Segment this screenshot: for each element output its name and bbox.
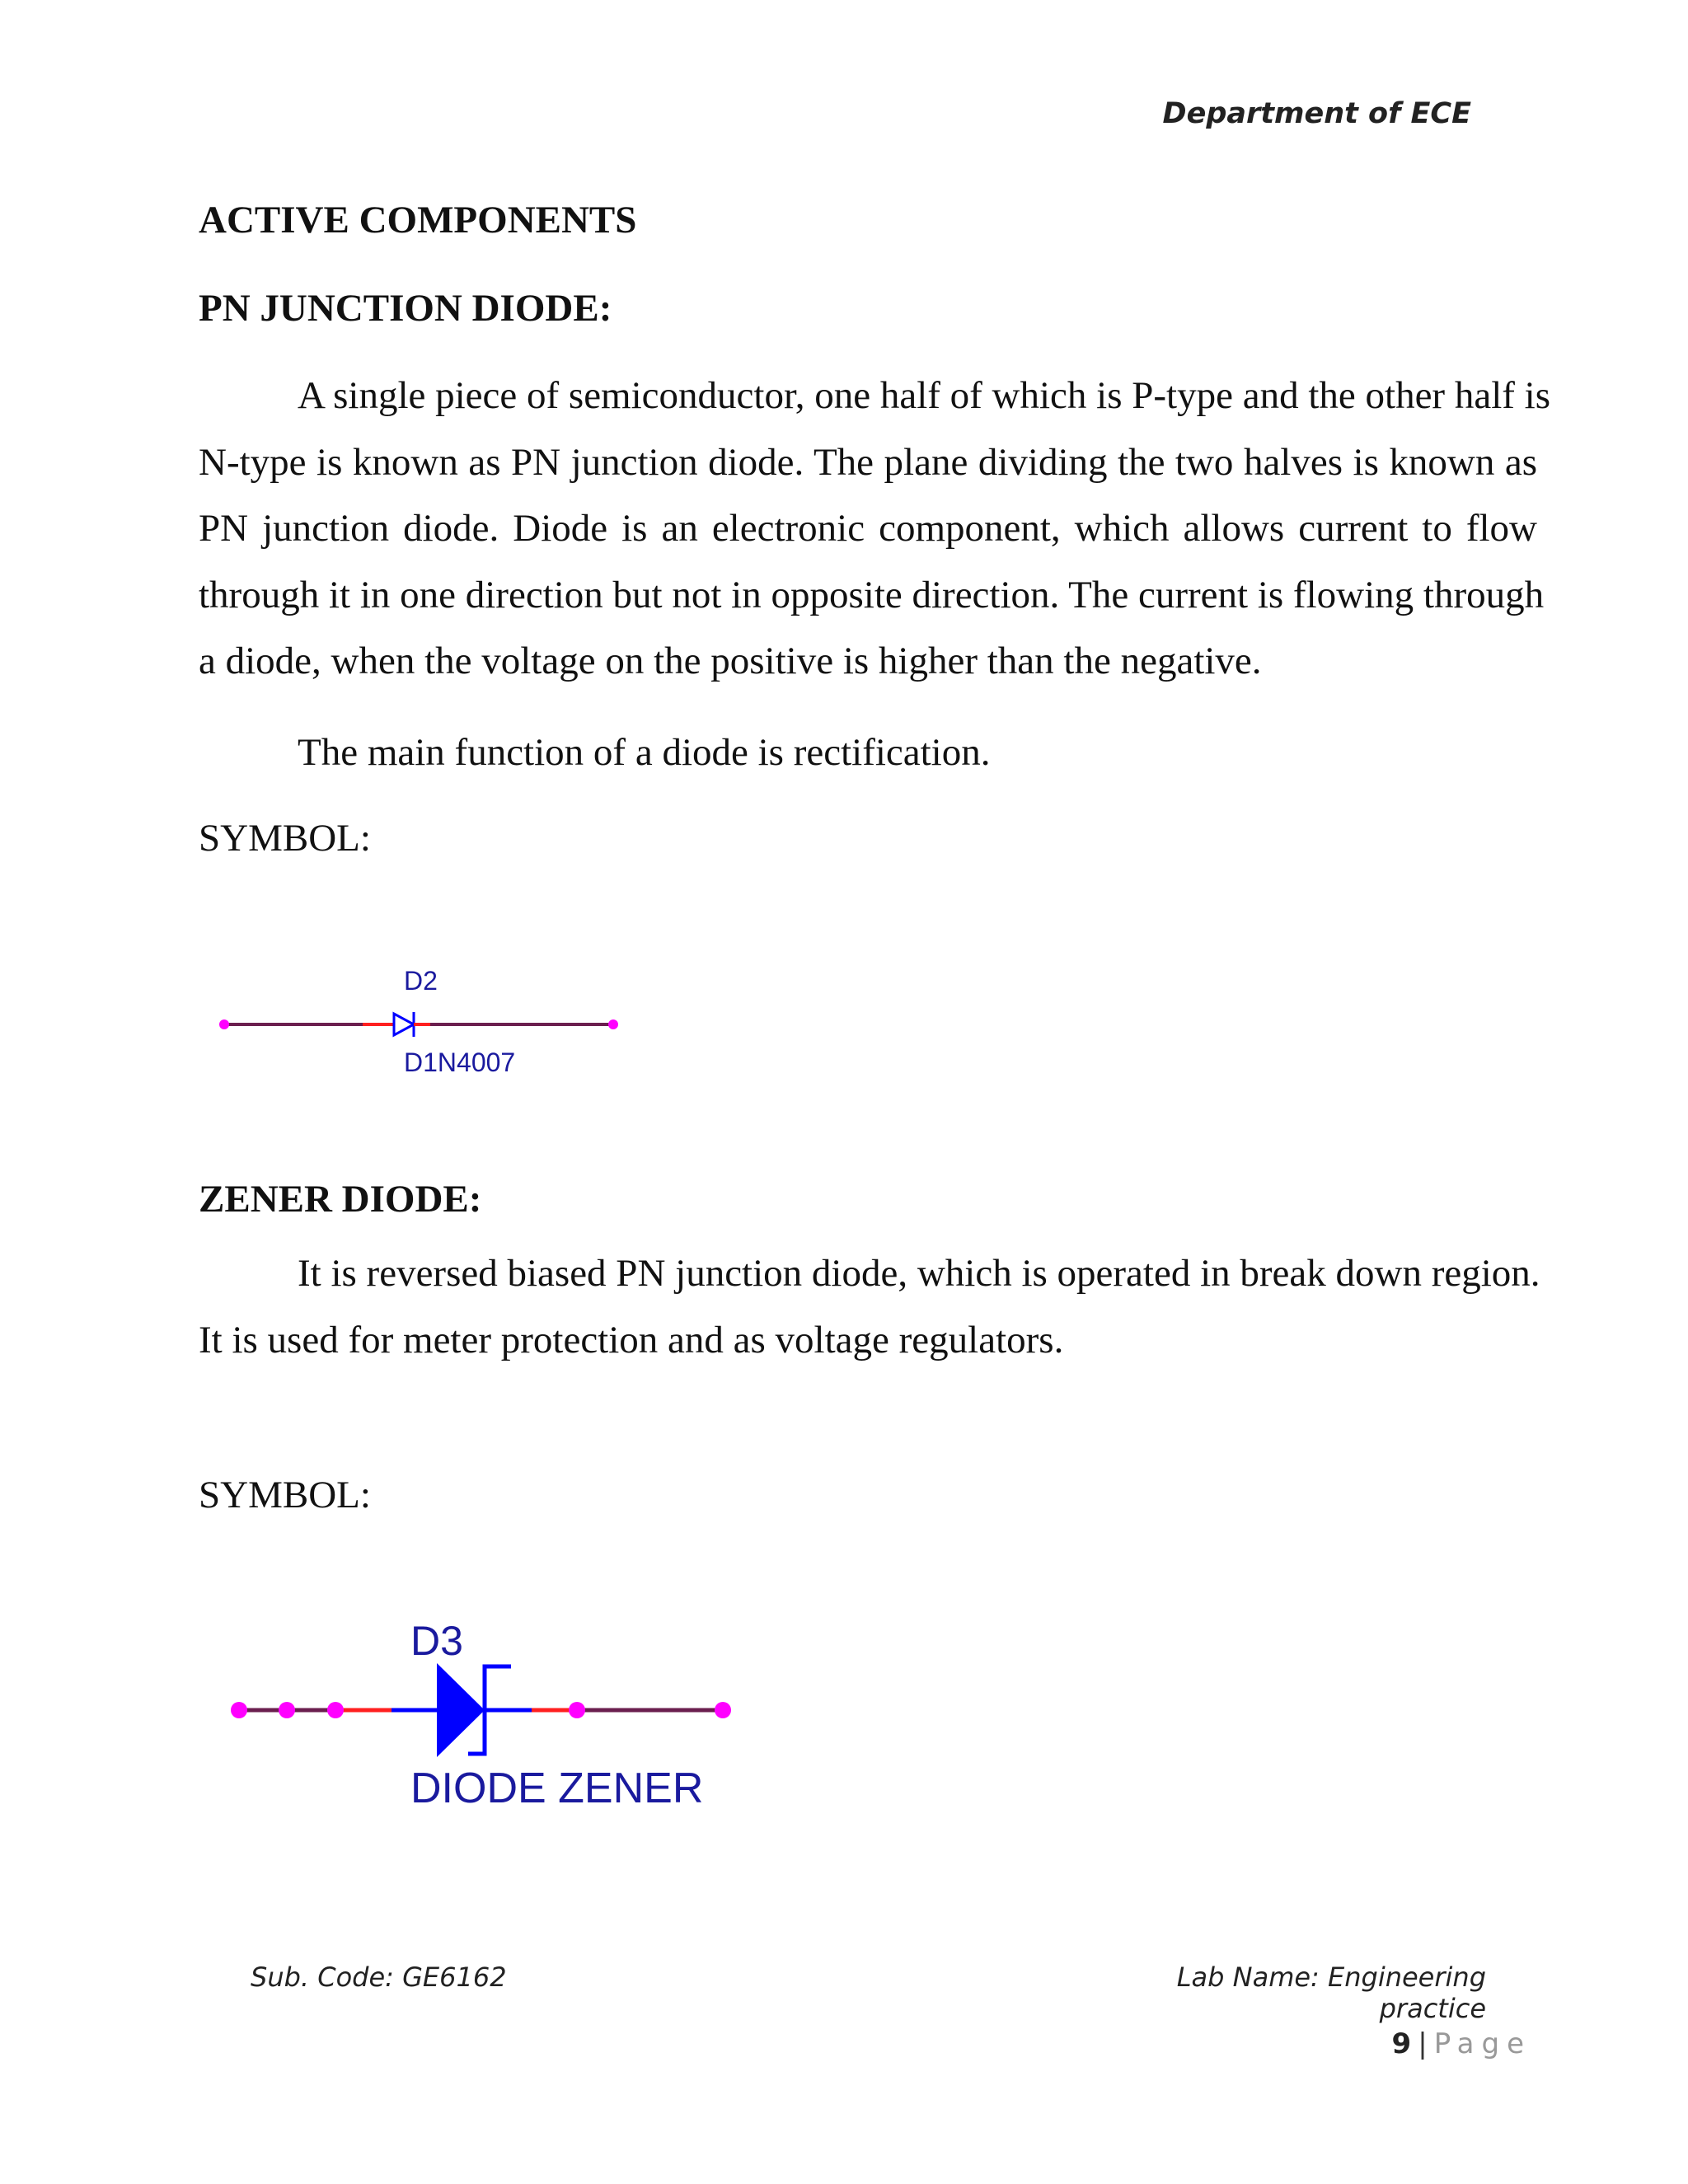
diode-triangle: [394, 1014, 414, 1035]
zener-diode-symbol: [214, 1615, 750, 1821]
pn-symbol-label: SYMBOL:: [199, 817, 371, 860]
diode-part-label: D1N4007: [404, 1047, 516, 1077]
page-separator: |: [1418, 2027, 1428, 2060]
pn-diode-symbol: [206, 956, 635, 1088]
function-line: The main function of a diode is rectification.: [298, 731, 991, 774]
pin: [715, 1702, 731, 1718]
pn-junction-paragraph: [199, 363, 1550, 695]
paragraph-line: A single piece of semiconductor, one half of which is P-type and the other half is: [298, 374, 1550, 417]
diode-function-text: [199, 719, 1537, 786]
pin-right: [608, 1019, 618, 1029]
subject-code: Sub. Code: GE6162: [251, 1961, 507, 1993]
zener-part-label: DIODE ZENER: [410, 1765, 704, 1812]
page-number: [1319, 2027, 1531, 2060]
pin: [231, 1702, 247, 1718]
zener-ref-label: D3: [410, 1618, 463, 1664]
zener-symbol-label: SYMBOL:: [199, 1474, 371, 1516]
zener-paragraph: [199, 1240, 1540, 1373]
section-title: ACTIVE COMPONENTS: [199, 199, 637, 241]
zener-heading: ZENER DIODE:: [199, 1178, 482, 1221]
lab-name: Lab Name: Engineering practice: [1176, 1961, 1486, 2024]
pn-junction-heading: PN JUNCTION DIODE:: [199, 287, 612, 330]
pin: [569, 1702, 585, 1718]
pin: [327, 1702, 344, 1718]
paragraph-line: PN junction diode. Diode is an electronic component, which allows current to flow: [199, 507, 1537, 550]
paragraph-line: a diode, when the voltage on the positive is higher than the negative.: [199, 640, 1262, 682]
page-word: Page: [1433, 2027, 1531, 2060]
pin: [279, 1702, 295, 1718]
paragraph-line: N-type is known as PN junction diode. The plane dividing the two halves is known as: [199, 440, 1537, 484]
department-header: Department of ECE: [1162, 97, 1471, 130]
paragraph-line: It is reversed biased PN junction diode, which is operated in break down region.: [298, 1252, 1540, 1295]
paragraph-line: It is used for meter protection and as voltage regulators.: [199, 1318, 1064, 1361]
zener-triangle: [437, 1663, 485, 1757]
paragraph-line: through it in one direction but not in opposite direction. The current is flowing through: [199, 573, 1545, 616]
pin-left: [219, 1019, 229, 1029]
page-number-value: 9: [1391, 2027, 1412, 2060]
diode-ref-label: D2: [404, 966, 438, 996]
